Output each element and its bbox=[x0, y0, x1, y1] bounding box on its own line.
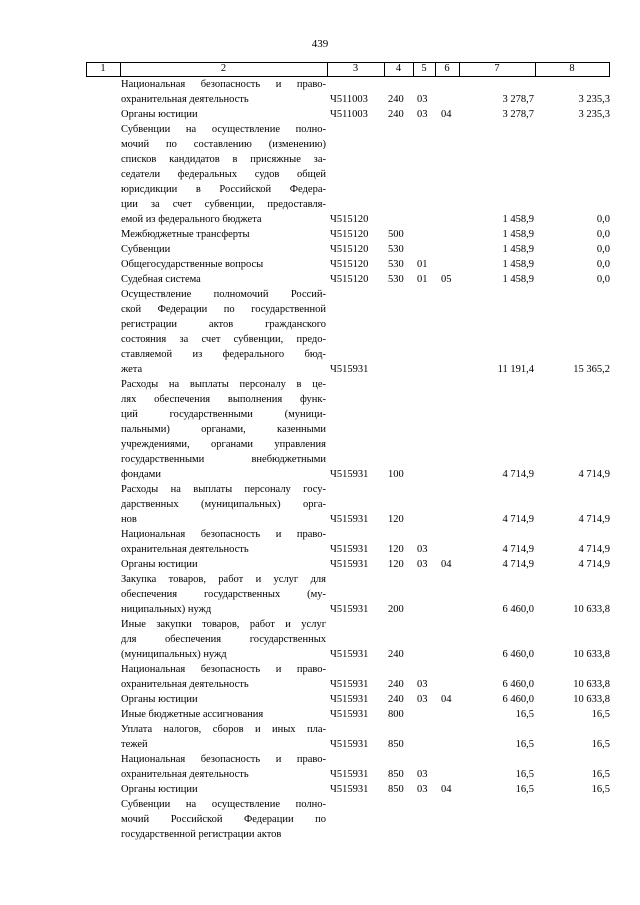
table-row bbox=[0, 227, 640, 242]
row-name-line: лях обеспечения выполнения функ- bbox=[121, 394, 326, 405]
row-name bbox=[121, 707, 326, 722]
row-name-line: Общегосударственные вопросы bbox=[121, 259, 264, 270]
cell-c3: Ч515931 bbox=[330, 559, 369, 570]
cell-c5 bbox=[417, 647, 439, 662]
row-name-line: пальными) органами, казенными bbox=[121, 424, 326, 435]
row-name-line: Закупка товаров, работ и услуг для bbox=[121, 574, 326, 585]
row-name-line: емой из федерального бюджета bbox=[121, 214, 262, 225]
cell-c7: 1 458,9 bbox=[502, 274, 534, 285]
column-header: 1 bbox=[100, 63, 106, 74]
cell-c5: 03 bbox=[417, 544, 428, 555]
row-name-line: для обеспечения государственных bbox=[121, 634, 326, 645]
cell-c4: 530 bbox=[388, 244, 404, 255]
cell-c7: 6 460,0 bbox=[502, 649, 534, 660]
row-name-line: регистрации актов гражданского bbox=[121, 319, 326, 330]
cell-c6: 04 bbox=[441, 109, 452, 120]
row-name bbox=[121, 257, 326, 272]
cell-c8: 0,0 bbox=[596, 244, 610, 255]
cell-c8: 16,5 bbox=[591, 784, 610, 795]
cell-c5 bbox=[417, 212, 439, 227]
column-header: 4 bbox=[395, 63, 402, 74]
cell-c8: 3 235,3 bbox=[578, 109, 610, 120]
cell-c6: 05 bbox=[441, 274, 452, 285]
cell-c4 bbox=[388, 212, 414, 227]
row-name-line: Национальная безопасность и право- bbox=[121, 79, 326, 90]
row-name bbox=[121, 107, 326, 122]
cell-c7: 1 458,9 bbox=[502, 229, 534, 240]
row-name-line: Расходы на выплаты персоналу госу- bbox=[121, 484, 326, 495]
row-name bbox=[121, 77, 326, 107]
row-name bbox=[121, 227, 326, 242]
row-name-line: Национальная безопасность и право- bbox=[121, 754, 326, 765]
cell-c4: 240 bbox=[388, 94, 404, 105]
table-row bbox=[0, 557, 640, 572]
row-name-line: Органы юстиции bbox=[121, 784, 198, 795]
cell-c4: 120 bbox=[388, 559, 404, 570]
row-name-line: Субвенции bbox=[121, 244, 171, 255]
row-name bbox=[121, 242, 326, 257]
cell-c5: 03 bbox=[417, 679, 428, 690]
cell-c7: 1 458,9 bbox=[502, 244, 534, 255]
cell-c8: 10 633,8 bbox=[573, 649, 610, 660]
table-row bbox=[0, 107, 640, 122]
cell-c5: 01 bbox=[417, 259, 428, 270]
row-name-line: обеспечения государственных (му- bbox=[121, 589, 326, 600]
row-name-line: жета bbox=[121, 364, 143, 375]
row-name-line: Иные закупки товаров, работ и услуг bbox=[121, 619, 326, 630]
cell-c5 bbox=[417, 827, 439, 842]
cell-c7 bbox=[460, 827, 534, 842]
table-row bbox=[0, 707, 640, 722]
row-name-line: Иные бюджетные ассигнования bbox=[121, 709, 264, 720]
row-name-line: охранительная деятельность bbox=[121, 94, 249, 105]
row-name-line: ставляемой из федерального бюд- bbox=[121, 349, 326, 360]
cell-c7: 1 458,9 bbox=[502, 259, 534, 270]
cell-c5 bbox=[417, 242, 439, 257]
cell-c8: 10 633,8 bbox=[573, 604, 610, 615]
row-name-line: нов bbox=[121, 514, 137, 525]
column-header: 6 bbox=[444, 63, 450, 74]
cell-c3: Ч515931 bbox=[330, 694, 369, 705]
cell-c7: 16,5 bbox=[515, 739, 534, 750]
cell-c8: 4 714,9 bbox=[578, 544, 610, 555]
table-row bbox=[0, 662, 640, 692]
row-name-line: ций государственными (муници- bbox=[121, 409, 326, 420]
cell-c4: 800 bbox=[388, 709, 404, 720]
row-name bbox=[121, 797, 326, 842]
cell-c5 bbox=[417, 602, 439, 617]
row-name-line: Национальная безопасность и право- bbox=[121, 664, 326, 675]
row-name-line: государственными внебюджетными bbox=[121, 454, 326, 465]
cell-c5: 03 bbox=[417, 94, 428, 105]
row-name-line: списков кандидатов в присяжные за- bbox=[121, 154, 326, 165]
cell-c4: 240 bbox=[388, 694, 404, 705]
cell-c4: 240 bbox=[388, 679, 404, 690]
row-name-line: ской Федерации по государственной bbox=[121, 304, 326, 315]
cell-c8: 15 365,2 bbox=[573, 364, 610, 375]
cell-c4: 530 bbox=[388, 274, 404, 285]
row-name-line: тежей bbox=[121, 739, 148, 750]
row-name-line: ции за счет субвенции, предоставля- bbox=[121, 199, 326, 210]
table-row bbox=[0, 242, 640, 257]
row-name bbox=[121, 782, 326, 797]
row-name-line: Судебная система bbox=[121, 274, 201, 285]
cell-c5: 01 bbox=[417, 274, 428, 285]
row-name bbox=[121, 617, 326, 662]
row-name bbox=[121, 287, 326, 377]
cell-c3: Ч515931 bbox=[330, 364, 369, 375]
cell-c6: 04 bbox=[441, 784, 452, 795]
cell-c3: Ч515931 bbox=[330, 649, 369, 660]
cell-c5 bbox=[417, 227, 439, 242]
column-header: 7 bbox=[494, 63, 500, 74]
cell-c7: 16,5 bbox=[515, 709, 534, 720]
table-row bbox=[0, 752, 640, 782]
row-name-line: Уплата налогов, сборов и иных пла- bbox=[121, 724, 326, 735]
cell-c7: 3 278,7 bbox=[502, 94, 534, 105]
cell-c8: 0,0 bbox=[596, 259, 610, 270]
row-name-line: (муниципальных) нужд bbox=[121, 649, 227, 660]
cell-c3: Ч511003 bbox=[330, 109, 368, 120]
cell-c3: Ч515120 bbox=[330, 214, 369, 225]
row-name-line: охранительная деятельность bbox=[121, 769, 249, 780]
cell-c7: 4 714,9 bbox=[502, 559, 534, 570]
cell-c5: 03 bbox=[417, 769, 428, 780]
table-row bbox=[0, 377, 640, 482]
table-row bbox=[0, 122, 640, 227]
row-name-line: фондами bbox=[121, 469, 161, 480]
cell-c3: Ч515931 bbox=[330, 679, 369, 690]
cell-c3: Ч515931 bbox=[330, 769, 369, 780]
row-name-line: ниципальных) нужд bbox=[121, 604, 212, 615]
cell-c8: 0,0 bbox=[596, 214, 610, 225]
cell-c3: Ч515931 bbox=[330, 514, 369, 525]
column-header: 3 bbox=[352, 63, 359, 74]
cell-c5 bbox=[417, 737, 439, 752]
row-name bbox=[121, 482, 326, 527]
column-header: 8 bbox=[569, 63, 575, 74]
cell-c6: 04 bbox=[441, 694, 452, 705]
table-row bbox=[0, 617, 640, 662]
cell-c3: Ч515120 bbox=[330, 259, 369, 270]
cell-c3: Ч515120 bbox=[330, 274, 369, 285]
cell-c5: 03 bbox=[417, 694, 428, 705]
row-name-line: охранительная деятельность bbox=[121, 544, 249, 555]
cell-c8: 0,0 bbox=[596, 274, 610, 285]
table-row bbox=[0, 272, 640, 287]
table-row bbox=[0, 77, 640, 107]
row-name-line: дарственных (муниципальных) орга- bbox=[121, 499, 326, 510]
row-name-line: Межбюджетные трансферты bbox=[121, 229, 250, 240]
cell-c3: Ч515931 bbox=[330, 604, 369, 615]
cell-c3: Ч515931 bbox=[330, 709, 369, 720]
cell-c4: 850 bbox=[388, 784, 404, 795]
page-number: 439 bbox=[311, 38, 329, 50]
table-header bbox=[86, 62, 610, 76]
cell-c3: Ч515931 bbox=[330, 469, 369, 480]
row-name-line: государственной регистрации актов bbox=[121, 829, 282, 840]
cell-c5: 03 bbox=[417, 559, 428, 570]
row-name-line: Органы юстиции bbox=[121, 694, 198, 705]
row-name bbox=[121, 557, 326, 572]
row-name-line: охранительная деятельность bbox=[121, 679, 249, 690]
row-name-line: юрисдикции в Российской Федера- bbox=[121, 184, 326, 195]
cell-c7: 4 714,9 bbox=[502, 469, 534, 480]
cell-c7: 6 460,0 bbox=[502, 679, 534, 690]
table-row bbox=[0, 797, 640, 842]
table-row bbox=[0, 257, 640, 272]
cell-c3: Ч511003 bbox=[330, 94, 368, 105]
row-name bbox=[121, 377, 326, 482]
table-row bbox=[0, 572, 640, 617]
cell-c3: Ч515931 bbox=[330, 739, 369, 750]
cell-c4: 200 bbox=[388, 604, 404, 615]
cell-c4: 850 bbox=[388, 739, 404, 750]
cell-c4: 530 bbox=[388, 259, 404, 270]
row-name-line: Субвенции на осуществление полно- bbox=[121, 124, 326, 135]
cell-c5: 03 bbox=[417, 784, 428, 795]
cell-c8: 16,5 bbox=[591, 739, 610, 750]
cell-c4: 120 bbox=[388, 514, 404, 525]
row-name bbox=[121, 122, 326, 227]
row-name bbox=[121, 527, 326, 557]
cell-c7: 1 458,9 bbox=[502, 214, 534, 225]
cell-c7: 4 714,9 bbox=[502, 514, 534, 525]
table-row bbox=[0, 287, 640, 377]
cell-c7: 4 714,9 bbox=[502, 544, 534, 555]
row-name bbox=[121, 662, 326, 692]
cell-c5: 03 bbox=[417, 109, 428, 120]
cell-c4: 240 bbox=[388, 109, 404, 120]
row-name bbox=[121, 272, 326, 287]
cell-c3 bbox=[330, 827, 385, 842]
cell-c5 bbox=[417, 362, 439, 377]
row-name bbox=[121, 572, 326, 617]
row-name-line: Расходы на выплаты персоналу в це- bbox=[121, 379, 326, 390]
cell-c5 bbox=[417, 512, 439, 527]
row-name-line: учреждениями, органами управления bbox=[121, 439, 326, 450]
cell-c4: 500 bbox=[388, 229, 404, 240]
row-name bbox=[121, 752, 326, 782]
row-name-line: Органы юстиции bbox=[121, 109, 198, 120]
row-name-line: Органы юстиции bbox=[121, 559, 198, 570]
column-header: 5 bbox=[421, 63, 427, 74]
cell-c7: 6 460,0 bbox=[502, 694, 534, 705]
cell-c3: Ч515120 bbox=[330, 229, 369, 240]
row-name-line: Национальная безопасность и право- bbox=[121, 529, 326, 540]
cell-c8: 4 714,9 bbox=[578, 559, 610, 570]
row-name-line: Субвенции на осуществление полно- bbox=[121, 799, 326, 810]
cell-c7: 11 191,4 bbox=[497, 364, 534, 375]
cell-c8: 10 633,8 bbox=[573, 694, 610, 705]
cell-c8: 4 714,9 bbox=[578, 469, 610, 480]
cell-c8: 16,5 bbox=[591, 709, 610, 720]
cell-c7: 3 278,7 bbox=[502, 109, 534, 120]
cell-c4 bbox=[388, 362, 414, 377]
cell-c4 bbox=[388, 827, 414, 842]
table-row bbox=[0, 482, 640, 527]
cell-c8 bbox=[540, 827, 610, 842]
row-name-line: мочий по составлению (изменению) bbox=[121, 139, 326, 150]
cell-c8: 16,5 bbox=[591, 769, 610, 780]
cell-c8: 10 633,8 bbox=[573, 679, 610, 690]
row-name-line: состояния за счет субвенции, предо- bbox=[121, 334, 326, 345]
row-name bbox=[121, 722, 326, 752]
cell-c3: Ч515931 bbox=[330, 784, 369, 795]
cell-c4: 850 bbox=[388, 769, 404, 780]
cell-c6: 04 bbox=[441, 559, 452, 570]
cell-c8: 3 235,3 bbox=[578, 94, 610, 105]
row-name-line: мочий Российской Федерации по bbox=[121, 814, 326, 825]
row-name-line: седатели федеральных судов общей bbox=[121, 169, 326, 180]
row-name-line: Осуществление полномочий Россий- bbox=[121, 289, 326, 300]
cell-c8: 0,0 bbox=[596, 229, 610, 240]
cell-c8: 4 714,9 bbox=[578, 514, 610, 525]
cell-c4: 120 bbox=[388, 544, 404, 555]
cell-c5 bbox=[417, 707, 439, 722]
row-name bbox=[121, 692, 326, 707]
cell-c3: Ч515931 bbox=[330, 544, 369, 555]
cell-c7: 6 460,0 bbox=[502, 604, 534, 615]
cell-c3: Ч515120 bbox=[330, 244, 369, 255]
column-header: 2 bbox=[220, 63, 227, 74]
table-row bbox=[0, 527, 640, 557]
table-row bbox=[0, 782, 640, 797]
table-row bbox=[0, 692, 640, 707]
table-row bbox=[0, 722, 640, 752]
cell-c7: 16,5 bbox=[515, 769, 534, 780]
cell-c5 bbox=[417, 467, 439, 482]
cell-c4: 100 bbox=[388, 469, 404, 480]
cell-c7: 16,5 bbox=[515, 784, 534, 795]
cell-c4: 240 bbox=[388, 649, 404, 660]
